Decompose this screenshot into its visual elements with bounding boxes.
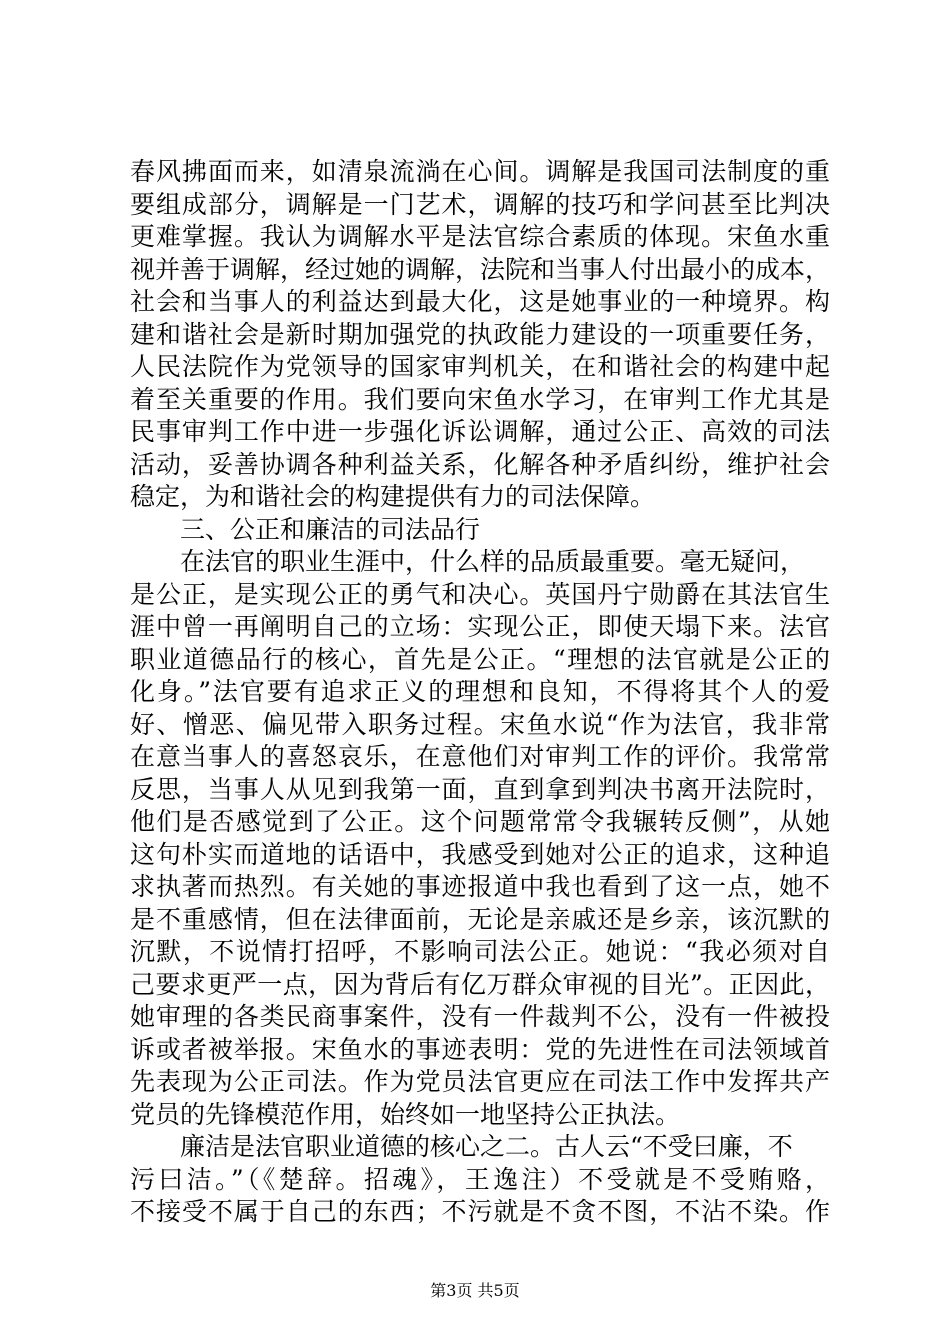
text-line: 这句朴实而道地的话语中，我感受到她对公正的追求，这种追 [130,839,830,869]
text-line: 化身。”法官要有追求正义的理想和良知，不得将其个人的爱 [130,677,830,706]
text-line: 涯中曾一再阐明自己的立场：实现公正，即使天塌下来。法官 [130,612,830,641]
text-line: 反思，当事人从见到我第一面，直到拿到判决书离开法院时， [130,774,830,804]
text-line: 求执著而热烈。有关她的事迹报道中我也看到了这一点，她不 [130,872,830,901]
text-line: 她审理的各类民商事案件，没有一件裁判不公，没有一件被投 [130,1002,830,1031]
text-line: 活动，妥善协调各种利益关系，化解各种矛盾纠纷，维护社会 [130,449,830,479]
body-text [130,156,830,1229]
text-line: 己要求更严一点，因为背后有亿万群众审视的目光”。正因此， [130,969,830,999]
text-line: 好、憎恶、偏见带入职务过程。宋鱼水说“作为法官，我非常 [130,709,830,739]
text-line: 春风拂面而来，如清泉流淌在心间。调解是我国司法制度的重 [130,157,830,186]
text-line: 稳定，为和谐社会的构建提供有力的司法保障。 [130,482,656,511]
section-heading: 三、公正和廉洁的司法品行 [180,514,481,544]
text-line: 先表现为公正司法。作为党员法官更应在司法工作中发挥共产 [130,1067,830,1096]
text-line: 要组成部分，调解是一门艺术，调解的技巧和学问甚至比判决 [130,189,830,219]
text-line: 社会和当事人的利益达到最大化，这是她事业的一种境界。构 [130,287,830,316]
text-line: 是不重感情，但在法律面前，无论是亲戚还是乡亲，该沉默的 [130,904,830,934]
text-line: 沉默，不说情打招呼，不影响司法公正。她说：“我必须对自 [130,937,830,966]
text-line: 不接受不属于自己的东西；不污就是不贪不图，不沾不染。作 [130,1197,830,1226]
text-line: 在意当事人的喜怒哀乐，在意他们对审判工作的评价。我常常 [130,742,830,771]
page-indicator: 第3页 共5页 [430,1281,520,1300]
text-line: 人民法院作为党领导的国家审判机关，在和谐社会的构建中起 [130,352,830,381]
text-line: 他们是否感觉到了公正。这个问题常常令我辗转反侧”，从她 [130,807,830,836]
text-line: 视并善于调解，经过她的调解，法院和当事人付出最小的成本， [130,254,830,284]
text-line: 污曰洁。”（《楚辞。招魂》，王逸注）不受就是不受贿赂， [130,1164,830,1194]
text-line: 着至关重要的作用。我们要向宋鱼水学习，在审判工作尤其是 [130,384,830,414]
page-footer [0,1281,950,1301]
text-line: 党员的先锋模范作用，始终如一地坚持公正执法。 [130,1099,681,1129]
text-line: 更难掌握。我认为调解水平是法官综合素质的体现。宋鱼水重 [130,222,830,251]
text-line: 诉或者被举报。宋鱼水的事迹表明：党的先进性在司法领域首 [130,1034,830,1064]
text-line: 职业道德品行的核心，首先是公正。“理想的法官就是公正的 [130,644,830,674]
text-line: 廉洁是法官职业道德的核心之二。古人云“不受曰廉，不 [180,1132,793,1161]
text-line: 在法官的职业生涯中，什么样的品质最重要。毫无疑问， [180,547,806,576]
text-line: 建和谐社会是新时期加强党的执政能力建设的一项重要任务， [130,319,830,349]
text-line: 是公正，是实现公正的勇气和决心。英国丹宁勋爵在其法官生 [130,579,830,609]
text-line: 民事审判工作中进一步强化诉讼调解，通过公正、高效的司法 [130,417,830,446]
